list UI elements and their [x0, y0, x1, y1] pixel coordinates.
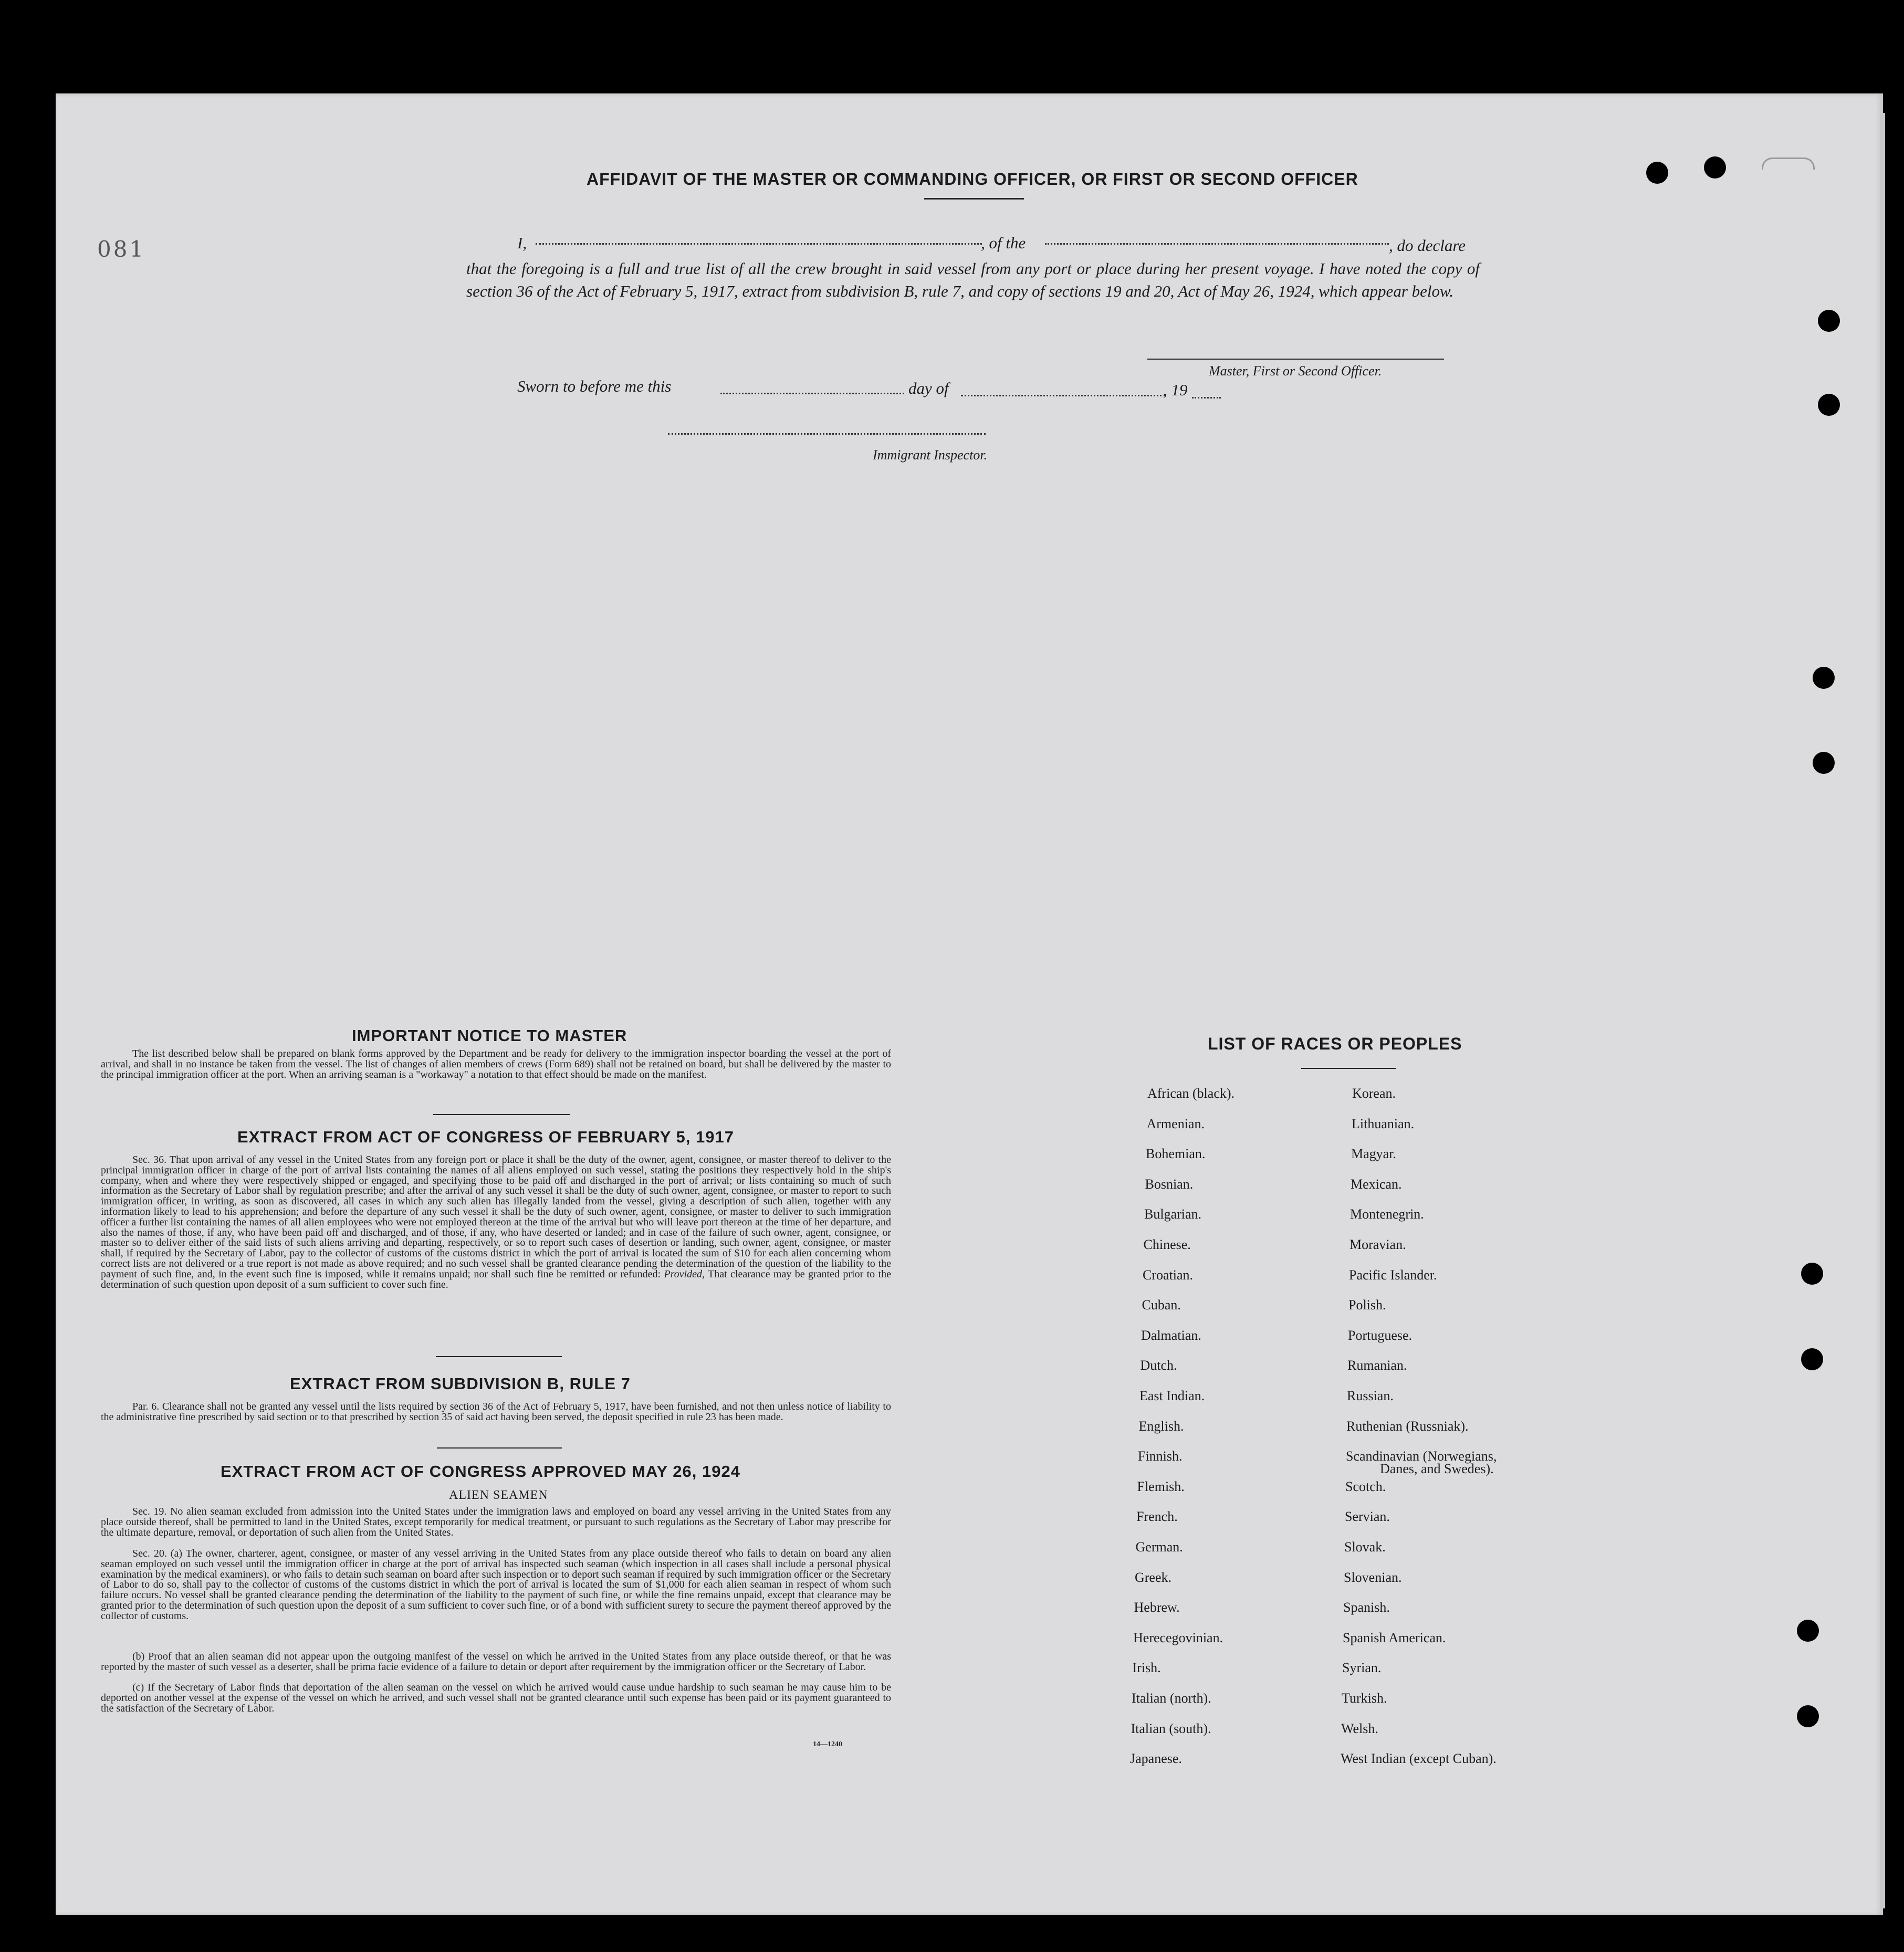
race-item: English.	[1138, 1418, 1184, 1434]
race-item: Magyar.	[1351, 1146, 1396, 1162]
race-item: Croatian.	[1143, 1267, 1194, 1283]
race-item: Rumanian.	[1347, 1358, 1407, 1373]
inspector-caption: Immigrant Inspector.	[873, 447, 988, 463]
race-item: Scandinavian (Norwegians,	[1346, 1449, 1497, 1464]
section-divider	[437, 1447, 562, 1449]
document-page	[56, 93, 1883, 1915]
race-item: Montenegrin.	[1350, 1206, 1424, 1222]
race-item: Korean.	[1352, 1086, 1396, 1101]
sworn-day-field[interactable]	[720, 393, 904, 394]
race-item-continuation: Danes, and Swedes).	[1380, 1461, 1494, 1476]
rule-7-title: EXTRACT FROM SUBDIVISION B, RULE 7	[290, 1374, 631, 1393]
race-item: Greek.	[1135, 1569, 1172, 1585]
race-item: African (black).	[1147, 1086, 1235, 1101]
race-item: Polish.	[1348, 1297, 1386, 1313]
race-item: Cuban.	[1142, 1297, 1181, 1313]
race-item: Bohemian.	[1146, 1146, 1206, 1162]
signature-line	[1147, 359, 1444, 360]
race-item: Slovenian.	[1344, 1569, 1402, 1585]
race-item: West Indian (except Cuban).	[1341, 1751, 1497, 1767]
race-item: Chinese.	[1143, 1237, 1191, 1252]
section-divider	[436, 1356, 562, 1357]
race-item: Servian.	[1345, 1509, 1390, 1525]
race-item: Hebrew.	[1134, 1600, 1180, 1615]
act-1924-title: EXTRACT FROM ACT OF CONGRESS APPROVED MAY 26, 1924	[221, 1462, 740, 1481]
act-1924-section-20b: (b) Proof that an alien seaman did not appear upon the outgoing manifest of the vessel on which he arrived in the United States from any place outside thereof, or that he was reported by the master of such vessel as a deserter, shall be prima facie evidence of a failure to detain or deport after requirement by the immigration officer or the Secretary of Labor.	[101, 1651, 891, 1673]
punch-hole	[1818, 310, 1840, 332]
page-edge	[1880, 113, 1885, 1908]
vessel-name-field[interactable]	[1045, 243, 1389, 245]
race-item: German.	[1135, 1539, 1183, 1555]
of-the-label: , of the	[981, 234, 1026, 252]
race-item: Armenian.	[1146, 1116, 1205, 1131]
race-item: Syrian.	[1342, 1660, 1382, 1676]
race-item: Bulgarian.	[1144, 1206, 1202, 1222]
handwritten-margin-note: 081	[97, 236, 146, 262]
sworn-label: Sworn to before me this	[517, 377, 672, 395]
sworn-month-field[interactable]	[961, 395, 1166, 396]
punch-hole	[1801, 1348, 1823, 1370]
declarant-name-field[interactable]	[536, 243, 982, 245]
race-item: Finnish.	[1138, 1449, 1183, 1464]
race-item: Scotch.	[1345, 1478, 1386, 1494]
sworn-year-field[interactable]	[1192, 397, 1221, 398]
section-divider	[433, 1114, 570, 1115]
act-1917-section-36: Sec. 36. That upon arrival of any vessel in the United States from any foreign port or place it shall be the duty of the owner, agent, consignee, or master thereof to deliver to the principal immigration officer in charge of the port of arrival lists containing the names of all aliens employed on such vessel, stating the positions they respectively hold in the ship's company, when and where they were respectively shipped or engaged, and specifying those to be paid off and discharged in the port of arrival; or lists containing so much of such information as the Secretary of Labor shall by regulation prescribe; and after the arrival of any such vessel it shall be the duty of such owner, agent, consignee, or master to report to such immigration officer, in writing, as soon as discovered, all cases in which any such alien has illegally landed from the vessel, giving a description of such alien, together with any information likely to lead to his apprehension; and before the departure of any such vessel it shall be the duty of such owner, agent, consignee, or master to deliver to such immigration officer a further list containing the names of all alien employees who were not employed thereon at the time of the arrival but who will leave port thereon at the time of her departure, and also the names of those, if any, who have been paid off and discharged, and of those, if any, who have deserted or landed; and in case of the failure of such owner, agent, consignee, or master so to deliver either of the said lists of such aliens arriving and departing, respectively, or so to report such cases of desertion or landing, such owner, agent, consignee, or master shall, if required by the Secretary of Labor, pay to the collector of customs of the customs district in which the port of arrival is located the sum of $10 for each alien concerning whom correct lists are not delivered or a true report is not made as above required; and no such vessel shall be granted clearance pending the determination of the question of the liability to the payment of such fine, and, in the event such fine is imposed, while it remains unpaid; nor shall such fine be remitted or refunded: Provided, That clearance may be granted prior to the determination of such question upon deposit of a sum sufficient to cover such fine.	[101, 1154, 891, 1290]
race-item: Ruthenian (Russniak).	[1346, 1418, 1469, 1434]
race-item: Lithuanian.	[1352, 1116, 1415, 1131]
punch-hole	[1818, 394, 1840, 416]
punch-hole	[1646, 162, 1668, 184]
alien-seamen-subtitle: ALIEN SEAMEN	[449, 1488, 548, 1502]
race-item: Dalmatian.	[1141, 1327, 1201, 1343]
affidavit-title: AFFIDAVIT OF THE MASTER OR COMMANDING OFFICER, OR FIRST OR SECOND OFFICER	[587, 170, 1358, 188]
race-item: Flemish.	[1137, 1478, 1185, 1494]
race-item: Bosnian.	[1145, 1176, 1194, 1192]
race-item: Dutch.	[1140, 1358, 1177, 1373]
race-item: Turkish.	[1342, 1691, 1387, 1706]
race-item: Herecegovinian.	[1133, 1630, 1223, 1645]
race-item: Italian (south).	[1131, 1720, 1211, 1736]
races-title: LIST OF RACES OR PEOPLES	[1208, 1034, 1462, 1053]
inspector-signature-field[interactable]	[668, 433, 986, 435]
punch-hole	[1704, 156, 1726, 179]
race-item: Irish.	[1132, 1660, 1161, 1676]
master-signature-caption: Master, First or Second Officer.	[1209, 363, 1382, 379]
race-item: Portuguese.	[1348, 1327, 1413, 1343]
race-item: Russian.	[1347, 1388, 1394, 1403]
declarant-label: I,	[517, 234, 527, 252]
race-item: Mexican.	[1351, 1176, 1402, 1192]
race-item: French.	[1136, 1509, 1178, 1525]
races-title-underline	[1301, 1068, 1396, 1069]
race-item: Slovak.	[1344, 1539, 1386, 1555]
act-1924-section-20a: Sec. 20. (a) The owner, charterer, agent, consignee, or master of any vessel arriving in the United States from any place outside thereof who fails to detain on board any alien seaman employed on such vessel until the immigration officer in charge at the port of arrival has inspected such seaman (which inspection in all cases shall include a personal physical examination by the medical examiners), or who fails to detain such seaman on board after such inspection or to deport such seaman if required by such immigration officer or the Secretary of Labor to do so, shall pay to the collector of customs of the customs district in which the port of arrival is located the sum of $1,000 for each alien seaman in respect of whom such failure occurs. No vessel shall be granted clearance pending the determination of the liability to the payment of such fine, or while the fine remains unpaid, except that clearance may be granted prior to the determination of such question upon the deposit of a sum sufficient to cover such fine, or of a bond with sufficient surety to secure the payment thereof approved by the collector of customs.	[101, 1548, 891, 1622]
race-item: Welsh.	[1341, 1720, 1378, 1736]
race-item: Moravian.	[1349, 1237, 1406, 1252]
punch-hole	[1797, 1620, 1819, 1642]
notice-title: IMPORTANT NOTICE TO MASTER	[352, 1026, 627, 1045]
punch-hole	[1813, 752, 1835, 774]
act-1917-title: EXTRACT FROM ACT OF CONGRESS OF FEBRUARY 5, 1917	[237, 1128, 734, 1146]
punch-hole	[1813, 667, 1835, 689]
race-item: East Indian.	[1139, 1388, 1205, 1403]
race-item: Italian (north).	[1132, 1691, 1211, 1706]
race-item: Spanish American.	[1343, 1630, 1446, 1645]
title-underline	[924, 198, 1024, 200]
do-declare-label: , do declare	[1389, 236, 1466, 255]
notice-text: The list described below shall be prepared on blank forms approved by the Department and be ready for delivery to the immigration inspector boarding the vessel at the port of arrival, and shall in no instance be taken from the vessel. The list of changes of alien members of crews (Form 689) shall not be retained on board, but shall be delivered by the master to the principal immigration officer at the port. When an arriving seaman is a "workaway" a notation to that effect should be made on the manifest.	[101, 1048, 891, 1080]
punch-hole	[1801, 1263, 1823, 1285]
paper-tab-mark	[1762, 158, 1815, 170]
act-1924-section-20c: (c) If the Secretary of Labor finds that deportation of the alien seaman on the vessel on which he arrived would cause undue hardship to such seaman he may cause him to be deported on another vessel at the expense of the vessel on which he arrived, and such vessel shall not be granted clearance until such expense has been paid or its payment guaranteed to the satisfaction of the Secretary of Labor.	[101, 1682, 891, 1714]
year-label: , 19	[1163, 381, 1188, 399]
rule-7-text: Par. 6. Clearance shall not be granted any vessel until the lists required by section 36 of the Act of February 5, 1917, have been furnished, and not then unless notice of liability to the administrative fine prescribed by said section or to that prescribed by section 35 of said act having been served, the deposit specified in rule 23 has been made.	[101, 1401, 891, 1423]
form-number: 14—1240	[813, 1740, 842, 1748]
act-1924-section-19: Sec. 19. No alien seaman excluded from admission into the United States under the immigration laws and employed on board any vessel arriving in the United States from any place outside thereof, shall be permitted to land in the United States, except temporarily for medical treatment, or pursuant to such regulations as the Secretary of Labor may prescribe for the ultimate departure, removal, or deportation of such alien from the United States.	[101, 1506, 891, 1538]
day-of-label: day of	[908, 379, 949, 397]
race-item: Japanese.	[1130, 1751, 1182, 1767]
race-item: Spanish.	[1343, 1600, 1390, 1615]
affidavit-declaration-text: that the foregoing is a full and true list of all the crew brought in said vessel from any port or place during her present voyage. I have noted the copy of section 36 of the Act of February 5, 1917, extract from subdivision B, rule 7, and copy of sections 19 and 20, Act of May 26, 1924, which appear below.	[466, 259, 1480, 300]
punch-hole	[1797, 1705, 1819, 1727]
race-item: Pacific Islander.	[1349, 1267, 1437, 1283]
